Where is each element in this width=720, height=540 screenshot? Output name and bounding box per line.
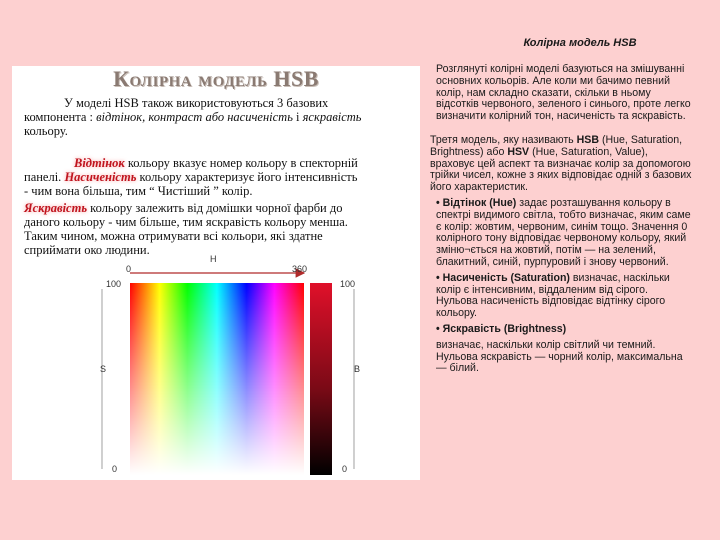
intro-text-block: Розглянуті колірні моделі базуються на змішуванні основних кольорів. Але коли ми бачимо певний колір, нам складно сказати, скільки в ньому відсотків червоного, зеленого і синього, проте легко визначити колірний тон, насиченість та яскравість. (436, 63, 691, 123)
hue-line-1 (24, 156, 416, 170)
hsv-abbr: HSV (507, 145, 530, 158)
brightness-axis-label: B (354, 364, 361, 374)
brightness-line-3: Таким чином, можна отримувати всі кольори, які здатне (24, 229, 323, 243)
hue-title: • Відтінок (Hue) (436, 196, 517, 209)
hue-end-label: 360 (292, 264, 308, 274)
panel-heading: Колірна модель HSB (113, 66, 319, 91)
hsb-illustration-panel (12, 66, 420, 480)
hsb-para-b: (Hue, Saturation, Brightness) або (430, 133, 683, 158)
hue-description (430, 198, 692, 269)
brightness-description: визначає, наскільки колір світлий чи темний. Нульова яскравість — чорний колір, максимальна — білий. (436, 338, 683, 375)
brightness-line-1 (24, 201, 416, 215)
intro-brightness: яскравість (302, 110, 362, 124)
saturation-text: кольору характеризує його інтенсивність (136, 170, 358, 184)
brightness-bottom-label: 0 (342, 464, 348, 474)
hue-paragraph (24, 156, 416, 198)
hsb-para-c: (Hue, Saturation, Value), враховує цей аспект та визначає колір за допомогою трійки чисел, кожне з яких відповідає одній з базових його характеристик. (430, 145, 692, 194)
hue-line-2 (24, 170, 416, 184)
description-column (430, 64, 692, 375)
hsb-model-paragraph (430, 135, 692, 194)
intro-text: компонента : (24, 110, 97, 124)
brightness-title: • Яскравість (Brightness) (436, 322, 567, 335)
saturation-top-label: 100 (106, 279, 122, 289)
saturation-axis-label: S (100, 364, 107, 374)
slide-title: Колірна модель HSB (523, 37, 637, 49)
hue-start-label: 0 (126, 264, 132, 274)
hue-axis-label: H (210, 254, 217, 264)
hsb-para-a: Третя модель, яку називають (430, 133, 577, 146)
hue-line-3: - чим вона більша, тим “ Чистіший ” колір. (24, 184, 253, 198)
brightness-line-2: даного кольору - чим більше, тим яскравість кольору менша. (24, 215, 348, 229)
brightness-text-1: кольору залежить від домішки чорної фарби до (87, 201, 343, 215)
intro-paragraph (24, 96, 416, 138)
intro-components: відтінок, контраст або насиченість (96, 110, 293, 124)
brightness-top-label: 100 (340, 279, 356, 289)
intro-line-1: У моделі HSB також використовуються 3 базових (64, 96, 329, 110)
intro-line-3: кольору. (24, 124, 68, 138)
hue-text-1: кольору вказує номер кольору в спекторній (124, 156, 358, 170)
hue-text: задає розташування кольору в спектрі видимого світла, тобто визначає, яким саме є колір: жовтим, червоним, синім тощо. Значення 0 колірного тону відповідає червоному кольору, який зміню¬ється на жовтий, потім — на зелений, блакитний, синій, пурпуровий і знову червоний. (436, 196, 691, 268)
brightness-title-line (430, 324, 692, 336)
brightness-paragraph (24, 201, 416, 257)
brightness-gradient (310, 283, 332, 475)
saturation-text: визначає, наскільки колір є інтенсивним, віддаленим від сірого. Нульова насиченість відповідає відтінку сірого кольору. (436, 271, 670, 320)
hsb-abbr: HSB (576, 133, 600, 146)
hue-term: Відтінок (74, 156, 125, 170)
intro-and: і (292, 110, 303, 124)
saturation-term: Насиченість (64, 170, 137, 184)
hue-text-2: панелі. (24, 170, 65, 184)
hue-saturation-gradient (130, 283, 304, 475)
hsb-color-picker-figure (92, 254, 364, 480)
intro-line-2 (24, 110, 416, 124)
saturation-title: • Насиченість (Saturation) (436, 271, 570, 284)
saturation-bottom-label: 0 (112, 464, 118, 474)
brightness-term: Яскравість (24, 201, 88, 215)
brightness-line-4: сприймати око людини. (24, 243, 150, 257)
saturation-description (430, 273, 692, 320)
